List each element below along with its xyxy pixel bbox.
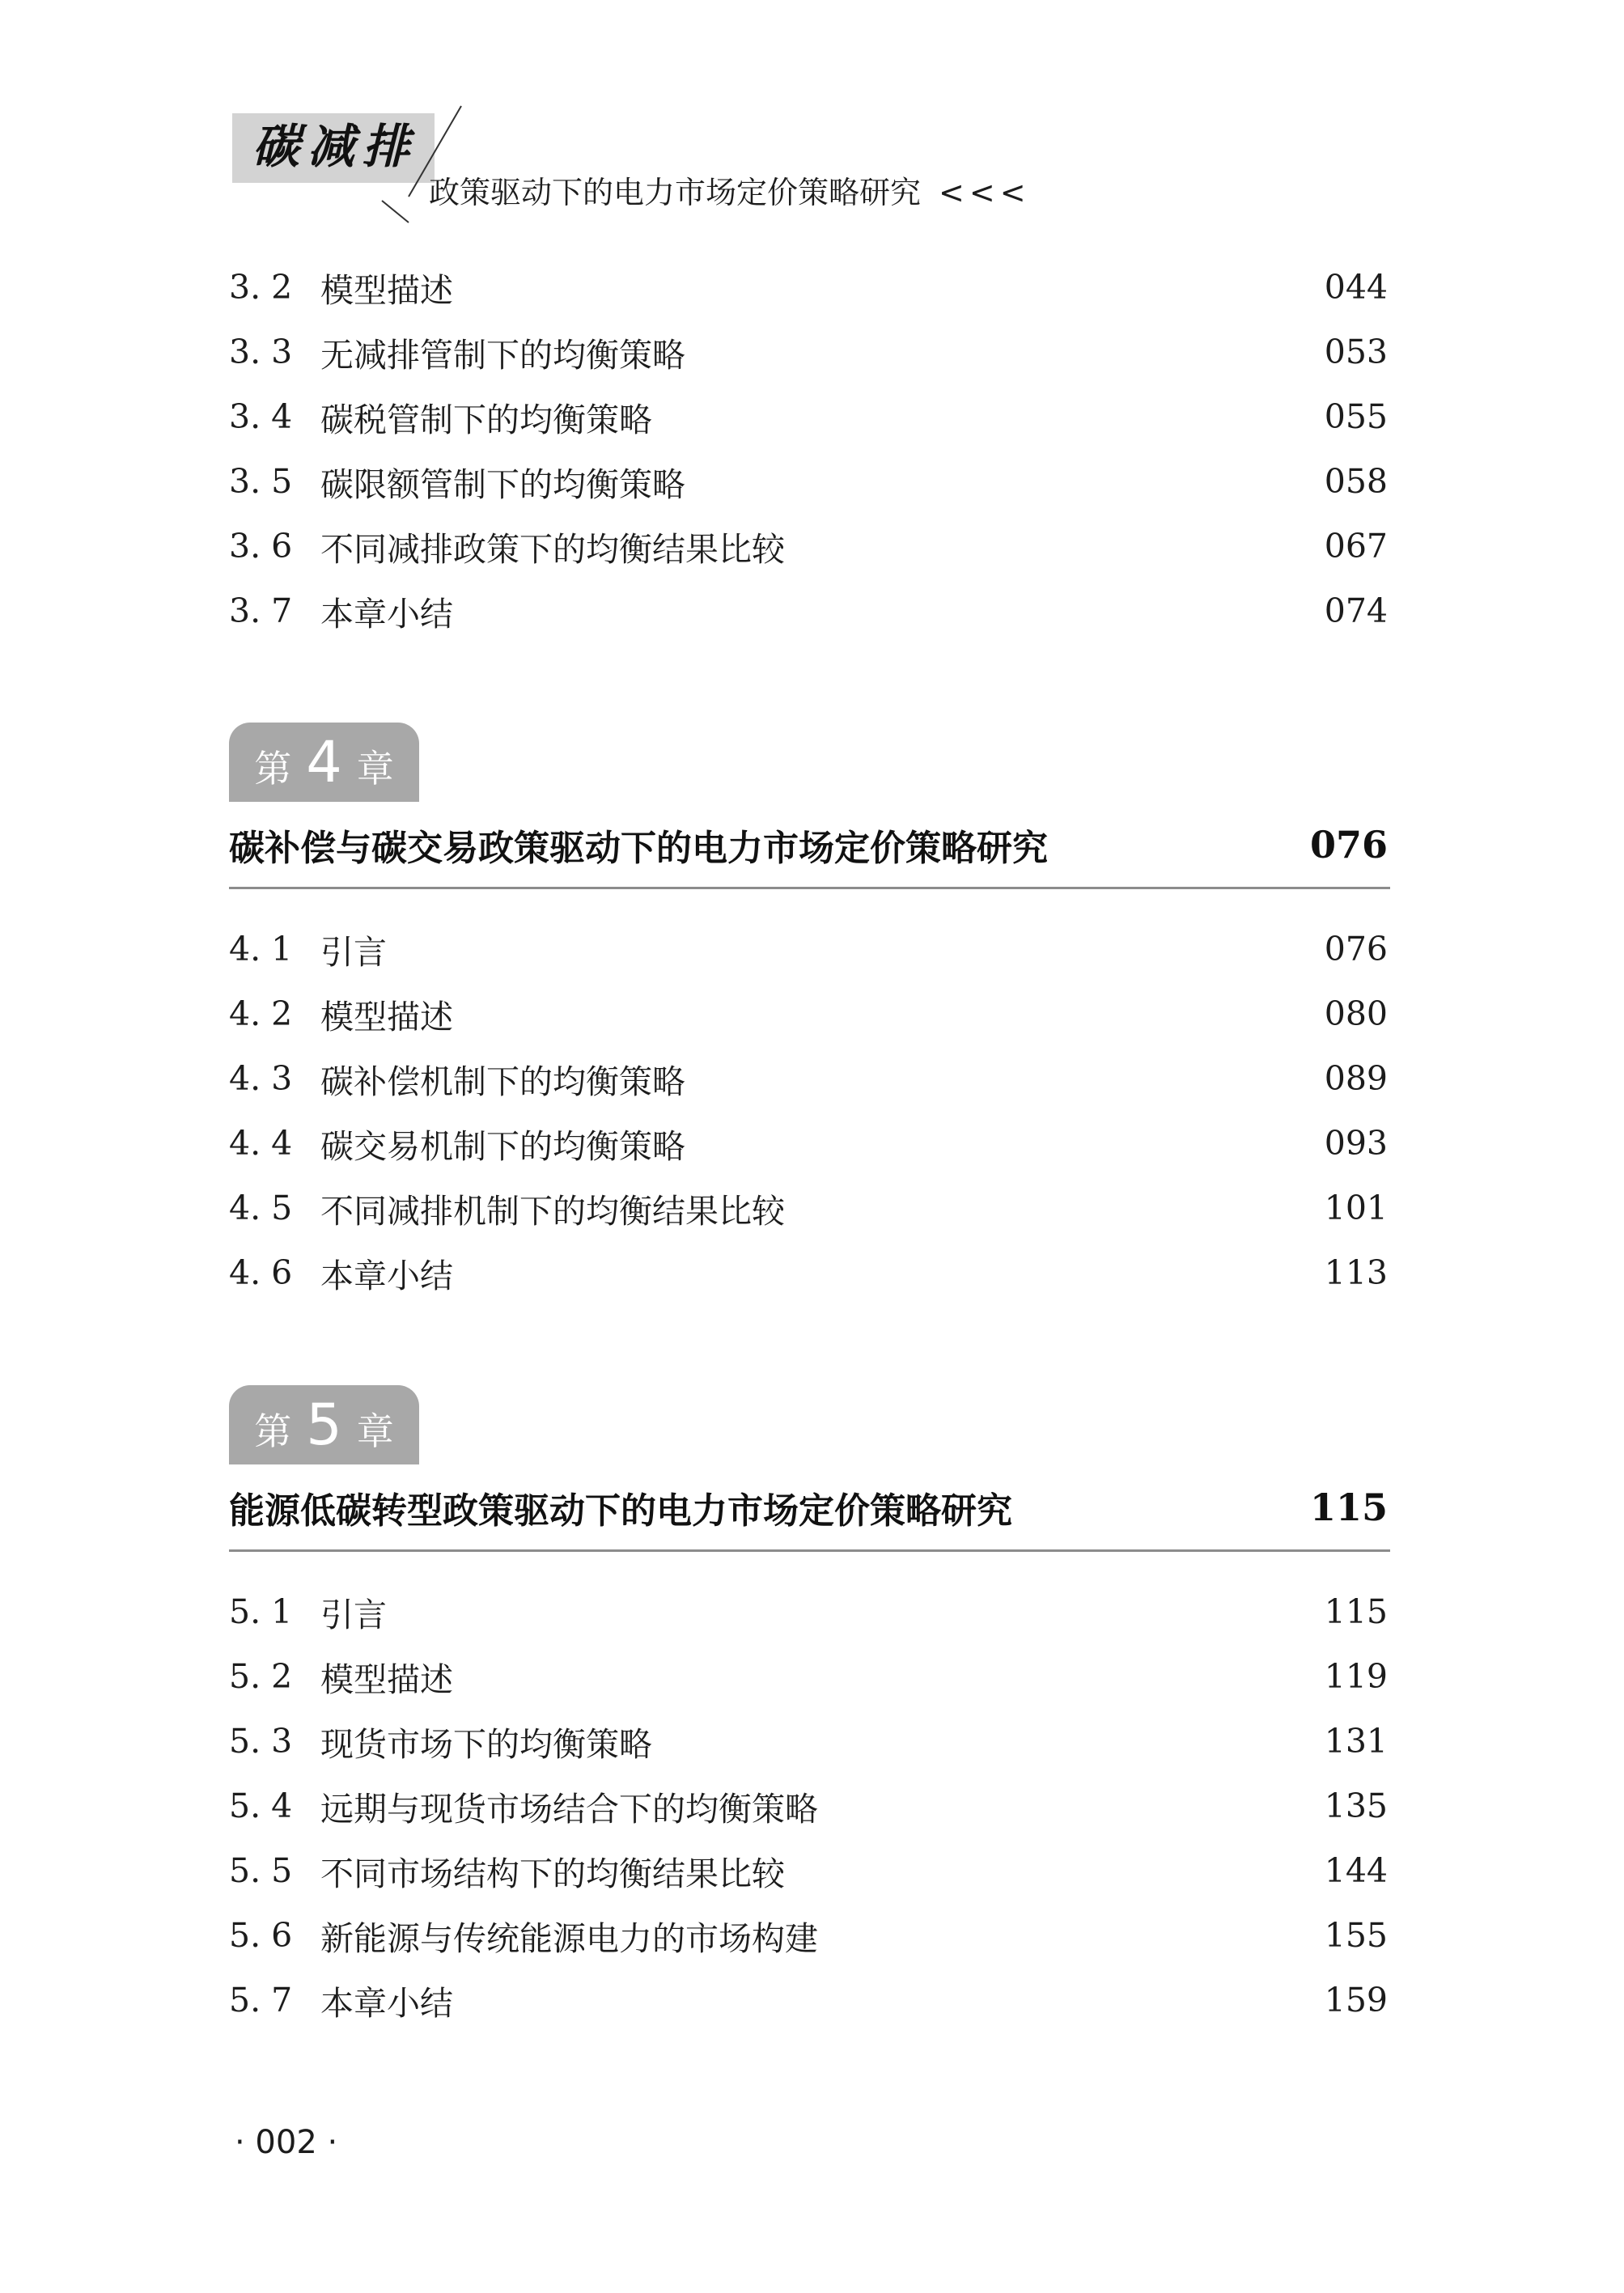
toc-entry[interactable] [229,579,1388,643]
entry-page: 067 [1324,527,1388,566]
entry-page: 089 [1324,1059,1388,1098]
entry-number: 4. 4 [229,1124,293,1163]
entry-number: 4. 5 [229,1189,293,1227]
entry-title: 模型描述 [320,270,453,310]
entry-title: 碳限额管制下的均衡策略 [320,464,685,504]
toc-entry[interactable] [229,514,1388,579]
toc-entry[interactable] [229,449,1388,514]
entry-number: 5. 4 [229,1787,293,1825]
toc-entry[interactable] [229,1903,1388,1968]
entry-page: 113 [1324,1253,1388,1292]
entry-page: 155 [1324,1916,1388,1955]
entry-number: 4. 6 [229,1253,293,1292]
chapter-5-heading [229,1385,1390,1552]
entry-title: 碳补偿机制下的均衡策略 [320,1062,685,1101]
entry-title: 本章小结 [320,1256,453,1295]
chapter-title-row[interactable] [229,1464,1390,1552]
entry-number: 3. 2 [229,268,293,307]
chapter-page: 115 [1309,1485,1388,1529]
entry-page: 131 [1324,1722,1388,1761]
entry-number: 4. 3 [229,1059,293,1098]
entry-page: 135 [1324,1787,1388,1825]
entry-number: 3. 4 [229,397,293,436]
entry-title: 远期与现货市场结合下的均衡策略 [320,1789,818,1829]
chapter-page: 076 [1309,822,1388,867]
entry-number: 4. 2 [229,994,293,1033]
toc-entry[interactable] [229,255,1388,320]
entry-title: 不同市场结构下的均衡结果比较 [320,1854,785,1893]
toc-entry[interactable] [229,320,1388,384]
chapter-number: 5 [306,1392,342,1458]
entry-title: 现货市场下的均衡策略 [320,1724,652,1764]
toc-entry[interactable] [229,1579,1388,1644]
toc-entry[interactable] [229,1709,1388,1774]
chapter-prefix: 第 [254,747,292,790]
toc-entry[interactable] [229,1774,1388,1838]
entry-title: 本章小结 [320,1983,453,2023]
entry-number: 3. 6 [229,527,293,566]
toc-entry[interactable] [229,1968,1388,2032]
chapter-badge [229,723,419,802]
entry-number: 3. 3 [229,333,293,371]
entry-number: 5. 2 [229,1657,293,1696]
entry-page: 053 [1324,333,1388,371]
toc-entry[interactable] [229,1644,1388,1709]
entry-page: 055 [1324,397,1388,436]
toc-section-chapter-3 [229,255,1388,643]
entry-title: 引言 [320,1595,387,1634]
entry-page: 101 [1324,1189,1388,1227]
entry-page: 144 [1324,1851,1388,1890]
chapter-number: 4 [306,729,342,795]
chapter-title: 能源低碳转型政策驱动下的电力市场定价策略研究 [229,1490,1012,1532]
entry-title: 本章小结 [320,594,453,634]
chapter-suffix: 章 [356,747,394,790]
toc-entry[interactable] [229,384,1388,449]
chapter-badge [229,1385,419,1464]
entry-title: 不同减排机制下的均衡结果比较 [320,1191,785,1231]
entry-number: 5. 1 [229,1592,293,1631]
chapter-prefix: 第 [254,1409,292,1453]
chapter-title: 碳补偿与碳交易政策驱动下的电力市场定价策略研究 [229,827,1048,869]
toc-entry[interactable] [229,981,1388,1046]
page-number: · 002 · [235,2124,338,2161]
entry-number: 5. 3 [229,1722,293,1761]
toc-section-chapter-4 [229,917,1388,1305]
chapter-suffix: 章 [356,1409,394,1453]
entry-page: 058 [1324,462,1388,501]
entry-title: 碳税管制下的均衡策略 [320,400,652,439]
chapter-4-heading [229,723,1390,889]
entry-page: 159 [1324,1981,1388,2020]
header-arrows: <<< [939,175,1031,210]
header-subtitle-text: 政策驱动下的电力市场定价策略研究 [429,175,922,210]
toc-entry[interactable] [229,917,1388,981]
entry-title: 无减排管制下的均衡策略 [320,335,685,375]
entry-page: 080 [1324,994,1388,1033]
entry-number: 3. 7 [229,591,293,630]
toc-entry[interactable] [229,1176,1388,1240]
entry-title: 新能源与传统能源电力的市场构建 [320,1918,818,1958]
entry-title: 模型描述 [320,1659,453,1699]
entry-page: 076 [1324,930,1388,968]
toc-section-chapter-5 [229,1579,1388,2032]
entry-title: 引言 [320,932,387,972]
chapter-title-row[interactable] [229,802,1390,889]
entry-title: 不同减排政策下的均衡结果比较 [320,529,785,569]
toc-entry[interactable] [229,1838,1388,1903]
toc-entry[interactable] [229,1046,1388,1111]
entry-number: 5. 6 [229,1916,293,1955]
entry-number: 4. 1 [229,930,293,968]
toc-entry[interactable] [229,1111,1388,1176]
entry-page: 093 [1324,1124,1388,1163]
entry-page: 044 [1324,268,1388,307]
toc-entry[interactable] [229,1240,1388,1305]
entry-page: 119 [1324,1657,1388,1696]
header-brand-text: 碳减排 [252,119,418,174]
entry-number: 5. 7 [229,1981,293,2020]
entry-title: 碳交易机制下的均衡策略 [320,1126,685,1166]
entry-title: 模型描述 [320,997,453,1036]
header-subtitle [429,172,1031,213]
entry-page: 074 [1324,591,1388,630]
entry-page: 115 [1324,1592,1388,1631]
entry-number: 5. 5 [229,1851,293,1890]
entry-number: 3. 5 [229,462,293,501]
